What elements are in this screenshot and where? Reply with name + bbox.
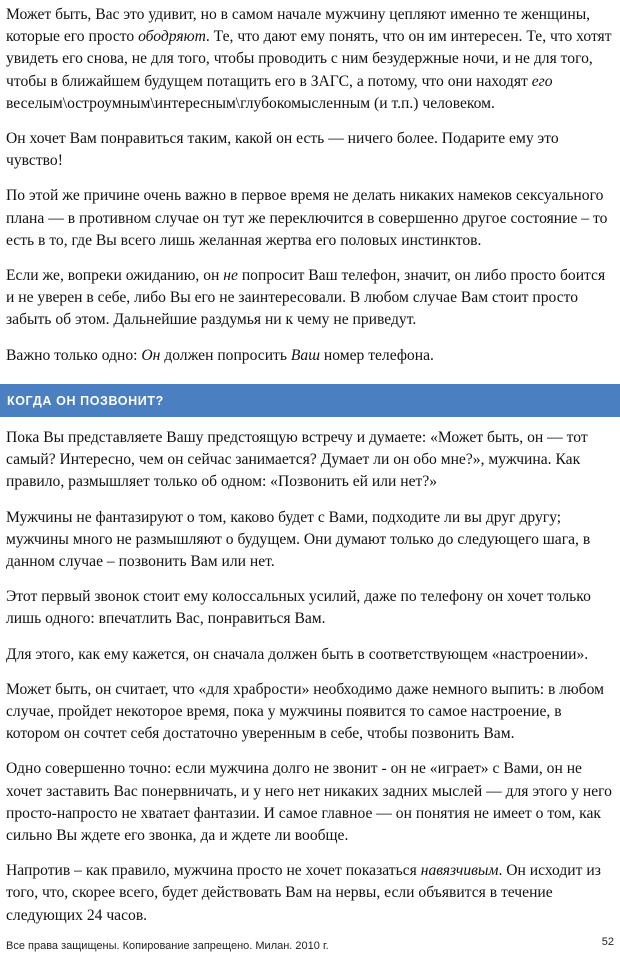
top-text-block <box>6 4 614 380</box>
paragraph <box>6 507 614 574</box>
paragraph-text: попросит Ваш телефон, значит, он либо просто боится и не уверен в себе, либо Вы его не заинтересовали. В любом случае Вам стоит просто забыть об этом. Дальнейшие раздумья ни к чему не приведут. <box>6 267 606 329</box>
emphasis-text: Ваш <box>290 346 320 364</box>
paragraph-text: номер телефона. <box>319 346 434 364</box>
paragraph-text: Он хочет Вам понравиться таким, какой он есть — ничего более. Подарите ему это чувство! <box>6 130 559 170</box>
emphasis-text: не <box>223 267 238 285</box>
paragraph <box>6 644 614 666</box>
paragraph <box>6 185 614 252</box>
paragraph-text: Напротив – как правило, мужчина просто не хочет показаться <box>6 862 421 880</box>
paragraph-text: По этой же причине очень важно в первое время не делать никаких намеков сексуального плана — в противном случае он тут же переключится в совершенно другое состояние – то есть в то, где Вы всего лишь желанная жертва его половых инстинктов. <box>6 187 608 249</box>
paragraph-text: . Он исходит из того, что, скорее всего, будет действовать Вам на нервы, если объявится в течение следующих 24 часов. <box>6 862 601 924</box>
paragraph-text: . Те, что дают ему понять, что он им интересен. Те, что хотят увидеть его снова, не для того, чтобы проводить с ним безудержные ночи, и не для того, чтобы в ближайшем будущем потащить его в ЗАГС, а потому, что они находят <box>6 28 612 90</box>
emphasis-text: ободряют <box>138 28 206 46</box>
emphasis-text: его <box>531 72 553 90</box>
bottom-text-block <box>6 427 614 940</box>
paragraph <box>6 265 614 332</box>
paragraph-text: должен попросить <box>160 346 291 364</box>
paragraph-text: Этот первый звонок стоит ему колоссальных усилий, даже по телефону он хочет только лишь одного: впечатлить Вас, понравиться Вам. <box>6 588 591 628</box>
paragraph-text: Важно только одно: <box>6 346 142 364</box>
paragraph <box>6 128 614 172</box>
paragraph <box>6 345 614 367</box>
paragraph-text: Мужчины не фантазируют о том, каково будет с Вами, подходите ли вы друг другу; мужчины много не размышляют о будущем. Они думают только до следующего шага, в данном случае – позвонить Вам или нет. <box>6 508 591 571</box>
paragraph-text: Может быть, он считает, что «для храбрости» необходимо даже немного выпить: в любом случае, пройдет некоторое время, пока у мужчины появится то самое настроение, в котором он сочтет себя достаточно уверенным в себе, чтобы позвонить Вам. <box>6 680 604 743</box>
paragraph-text: Может быть, Вас это удивит, но в самом начале мужчину цепляют именно те женщины, которые его просто <box>6 6 591 46</box>
paragraph <box>6 4 614 115</box>
section-heading-bar <box>0 384 620 417</box>
paragraph-text: Если же, вопреки ожиданию, он <box>6 267 224 285</box>
paragraph <box>6 758 614 847</box>
paragraph-text: Для этого, как ему кажется, он сначала должен быть в соответствующем «настроении». <box>6 645 589 663</box>
page-number: 52 <box>601 936 614 948</box>
copyright-footer: Все права защищены. Копирование запрещено. Милан. 2010 г. <box>6 940 329 952</box>
paragraph-text: Одно совершенно точно: если мужчина долго не звонит - он не «играет» с Вами, он не хочет заставить Вас понервничать, и у него нет никаких задних мыслей — для этого у него просто-напросто не хватает фантазии. И самое главное — он понятия не имеет о том, как сильно Вы ждете его звонка, да и ждете ли вообще. <box>6 760 612 845</box>
paragraph <box>6 860 614 927</box>
emphasis-text: навязчивым <box>420 862 499 880</box>
section-heading: КОГДА ОН ПОЗВОНИТ? <box>7 393 164 408</box>
paragraph <box>6 427 614 494</box>
paragraph <box>6 586 614 630</box>
emphasis-text: Он <box>141 346 161 364</box>
paragraph-text: веселым\остроумным\интересным\глубокомысленным (и т.п.) человеком. <box>6 94 495 112</box>
paragraph <box>6 679 614 746</box>
paragraph-text: Пока Вы представляете Вашу предстоящую встречу и думаете: «Может быть, он — тот самый? Интересно, чем он сейчас занимается? Думает ли он обо мне?», мужчина. Как правило, размышляет только об одном: «Позвонить ей или нет?» <box>6 429 588 491</box>
